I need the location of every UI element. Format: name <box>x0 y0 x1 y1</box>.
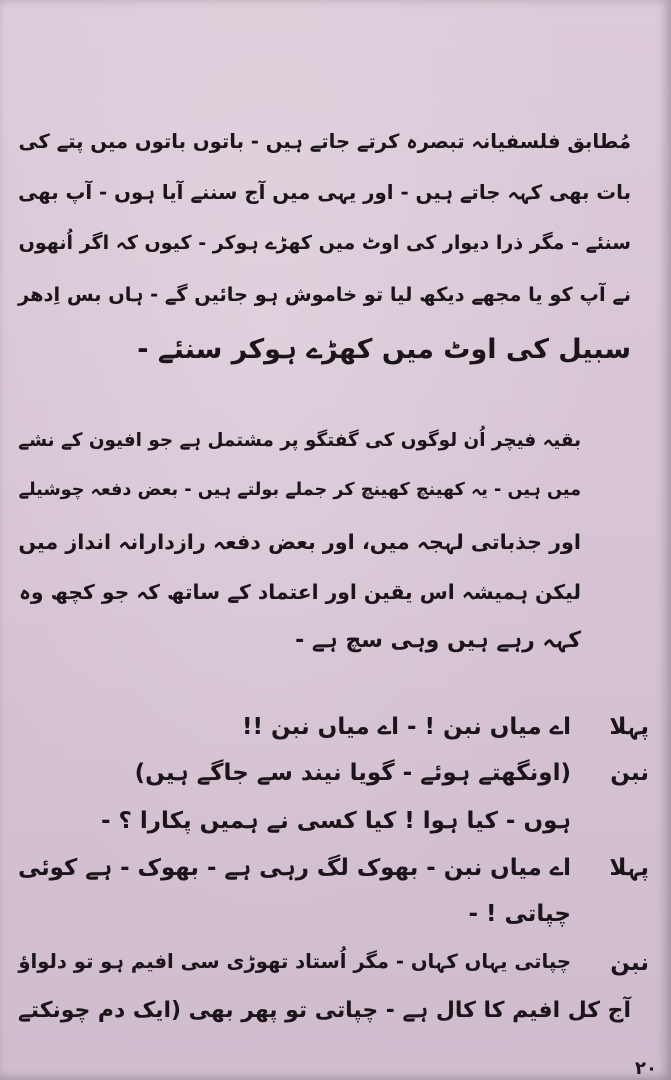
paragraph-line: نے آپ کو یا مجھے دیکھ لیا تو خاموش ہو جائیں گے - ہاں بس اِدھر <box>18 283 631 306</box>
paragraph-line: مُطابق فلسفیانہ تبصرہ کرتے جاتے ہیں - باتوں باتوں میں پتے کی <box>18 130 631 153</box>
speaker-name: پہلا <box>609 714 649 740</box>
paragraph-line: میں ہیں - یہ کھینچ کھینچ کر جملے بولتے ہیں - بعض دفعہ چوشیلے <box>18 480 581 500</box>
page-number: ۲۰ <box>635 1058 657 1079</box>
dialogue-line: آج کل افیم کا کال ہے - چپاتی تو پھر بھی (ایک دم چونکتے <box>17 998 631 1023</box>
dialogue-line: چپاتی یہاں کہاں - مگر اُستاد تھوڑی سی افیم ہو تو دلواؤ <box>18 950 571 973</box>
speaker-name: نبن <box>610 760 649 786</box>
dialogue-line: (اونگھتے ہوئے - گویا نیند سے جاگے ہیں) <box>134 760 571 786</box>
paragraph-line: اور جذباتی لہجہ میں، اور بعض دفعہ رازدارانہ انداز میں <box>18 530 581 554</box>
paragraph-line: بات بھی کہہ جاتے ہیں - اور یہی میں آج سننے آیا ہوں - آپ بھی <box>18 181 631 204</box>
paragraph-line: سنئے - مگر ذرا دیوار کی اوٹ میں کھڑے ہوکر - کیوں کہ اگر اُنھوں <box>18 232 631 254</box>
paragraph-line: کہہ رہے ہیں وہی سچ ہے - <box>295 628 581 653</box>
paragraph-line: لیکن ہمیشہ اس یقین اور اعتماد کے ساتھ کہ جو کچھ وہ <box>19 580 581 604</box>
speaker-name: پہلا <box>609 855 649 881</box>
speaker-name: نبن <box>610 950 649 976</box>
dialogue-line: اے میاں نبن - بھوک لگ رہی ہے - بھوک - ہے کوئی <box>17 855 571 881</box>
dialogue-line: اے میاں نبن ! - اے میاں نبن !! <box>241 714 571 740</box>
paragraph-line: بقیہ فیچر اُن لوگوں کی گفتگو پر مشتمل ہے جو افیون کے نشے <box>18 430 581 451</box>
paragraph-line: سبیل کی اوٹ میں کھڑے ہوکر سنئے - <box>137 334 631 365</box>
dialogue-line: چپاتی ! - <box>468 901 571 927</box>
dialogue-line: ہوں - کیا ہوا ! کیا کسی نے ہمیں پکارا ؟ - <box>100 808 571 834</box>
